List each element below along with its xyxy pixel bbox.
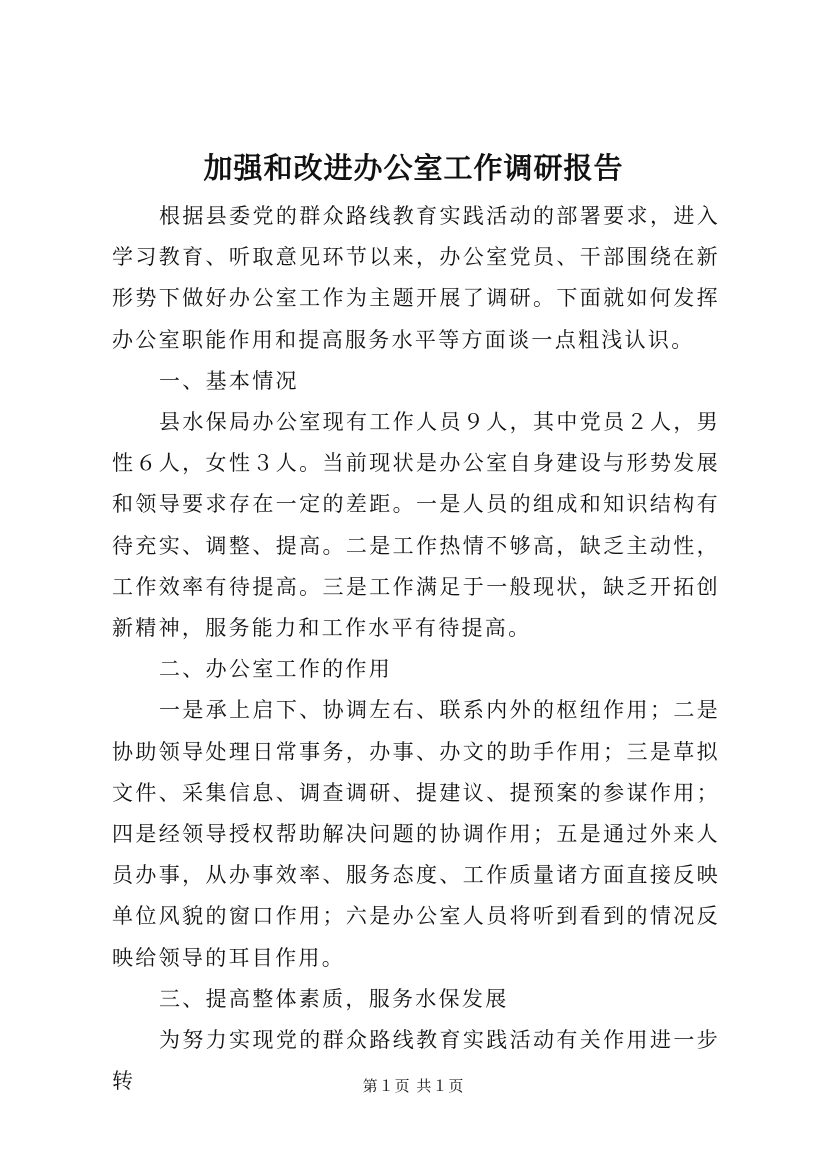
paragraph-intro: 根据县委党的群众路线教育实践活动的部署要求，进入学习教育、听取意见环节以来，办公室党员、干部围绕在新形势下做好办公室工作为主题开展了调研。下面就如何发挥办公室职能作用和提高服务水平等方面谈一点粗浅认识。 (112, 204, 720, 352)
paragraph-basic-situation: 县水保局办公室现有工作人员９人，其中党员２人，男性６人，女性３人。当前现状是办公室自身建设与形势发展和领导要求存在一定的差距。一是人员的组成和知识结构有待充实、调整、提高。二是工作热情不够高，缺乏主动性，工作效率有待提高。三是工作满足于一般现状，缺乏开拓创新精神，服务能力和工作水平有待提高。 (112, 410, 720, 641)
document-body (112, 196, 720, 1102)
section-heading-office-role: 二、办公室工作的作用 (159, 657, 392, 682)
paragraph-improve-quality: 为努力实现党的群众路线教育实践活动有关作用进一步转 (112, 1028, 720, 1094)
document-title: 加强和改进办公室工作调研报告 (203, 151, 624, 185)
section-heading-improve-quality: 三、提高整体素质，服务水保发展 (159, 986, 509, 1011)
section-heading-basic-situation: 一、基本情况 (159, 368, 299, 393)
page-number-footer: 第１页 共１页 (362, 1077, 465, 1095)
paragraph-office-role: 一是承上启下、协调左右、联系内外的枢纽作用；二是协助领导处理日常事务，办事、办文的助手作用；三是草拟文件、采集信息、调查调研、提建议、提预案的参谋作用；四是经领导授权帮助解决问题的协调作用；五是通过外来人员办事，从办事效率、服务态度、工作质量诸方面直接反映单位风貌的窗口作用；六是办公室人员将听到看到的情况反映给领导的耳目作用。 (112, 698, 720, 970)
